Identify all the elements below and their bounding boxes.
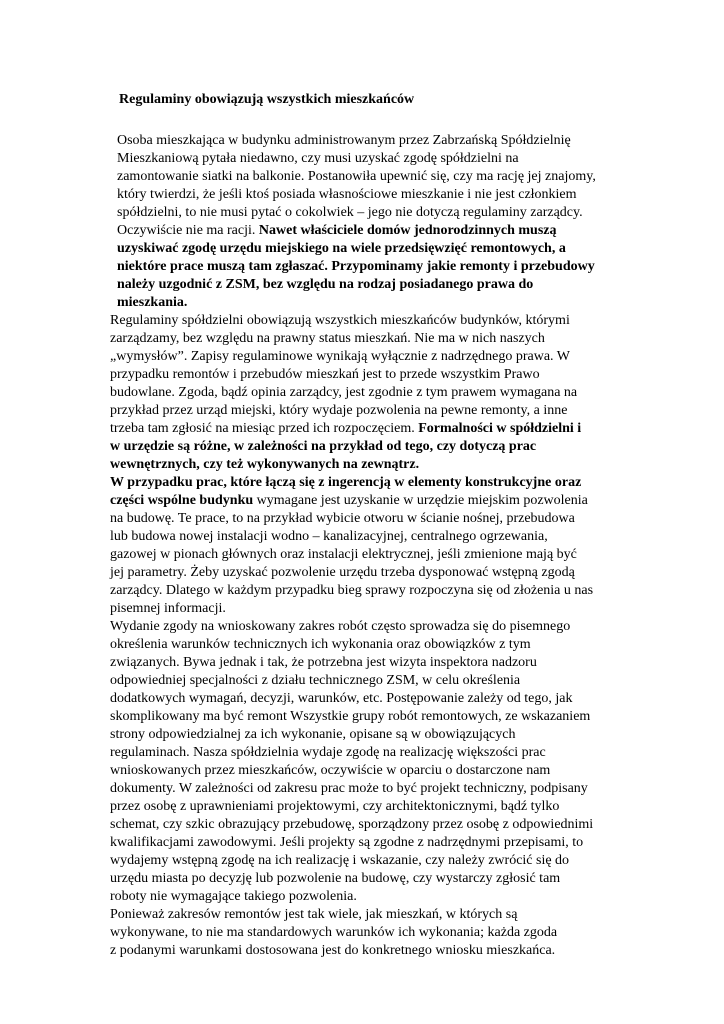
- bold-text-segment: W przypadku prac, które łączą się z ingerencją w elementy konstrukcyjne oraz: [110, 475, 582, 490]
- text-segment: trzeba tam zgłosić na miesiąc przed ich rozpoczęciem.: [110, 421, 419, 436]
- text-line: [110, 942, 640, 960]
- text-line: [110, 816, 640, 834]
- text-line: [110, 636, 640, 654]
- text-line: [110, 744, 640, 762]
- text-line: [110, 456, 640, 474]
- text-segment: roboty nie wymagające takiego pozwolenia.: [110, 889, 357, 904]
- text-line: [110, 132, 640, 150]
- text-segment: pisemnej informacji.: [110, 601, 226, 616]
- text-line: [110, 348, 640, 366]
- text-line: [110, 438, 640, 456]
- text-line: [110, 618, 640, 636]
- bold-text-segment: uzyskiwać zgodę urzędu miejskiego na wiele przedsięwzięć remontowych, a: [117, 241, 566, 256]
- text-segment: regulaminach. Nasza spółdzielnia wydaje zgodę na realizację większości prac: [110, 745, 546, 760]
- bold-text-segment: wewnętrznych, czy też wykonywanych na zewnątrz.: [110, 457, 420, 472]
- text-segment: gazowej w pionach głównych oraz instalacji elektrycznej, jeśli zmienione mają być: [110, 547, 577, 562]
- text-line: [110, 906, 640, 924]
- text-segment: kwalifikacjami zawodowymi. Jeśli projekty są zgodne z nadrzędnymi przepisami, to: [110, 835, 584, 850]
- text-segment: urzędu miasta po decyzję lub pozwolenie na budowę, czy wystarczy zgłosić tam: [110, 871, 561, 886]
- text-segment: wykonywane, to nie ma standardowych warunków ich wykonania; każda zgoda: [110, 925, 558, 940]
- text-line: [110, 366, 640, 384]
- text-line: [110, 780, 640, 798]
- bold-text-segment: należy uzgodnić z ZSM, bez względu na rodzaj posiadanego prawa do: [117, 277, 534, 292]
- text-segment: skomplikowany ma być remont Wszystkie grupy robót remontowych, ze wskazaniem: [110, 709, 591, 724]
- paragraph-gap: [110, 123, 640, 132]
- text-line: [110, 294, 640, 312]
- text-line: [110, 672, 640, 690]
- text-segment: przykład przez urząd miejski, który wydaje pozwolenia na pewne remonty, a inne: [110, 403, 568, 418]
- text-line: [110, 888, 640, 906]
- text-segment: przez osobę z uprawnieniami projektowymi, czy architektonicznymi, bądź tylko: [110, 799, 560, 814]
- text-line: [110, 204, 640, 222]
- bold-text-segment: mieszkania.: [117, 295, 188, 310]
- text-line: [110, 492, 640, 510]
- text-line: [110, 852, 640, 870]
- text-line: [110, 402, 640, 420]
- text-segment: zarządzamy, bez względu na prawny status mieszkań. Nie ma w nich naszych: [110, 331, 545, 346]
- text-line: [110, 240, 640, 258]
- text-line: [110, 564, 640, 582]
- text-line: [110, 420, 640, 438]
- text-segment: budowlane. Zgoda, bądź opinia zarządcy, jest zgodnie z tym prawem wymagana na: [110, 385, 578, 400]
- text-segment: wnioskowanych przez mieszkańców, oczywiście w oparciu o dostarczone nam: [110, 763, 551, 778]
- bold-text-segment: niektóre prace muszą tam zgłaszać. Przypominamy jakie remonty i przebudowy: [117, 259, 595, 274]
- text-segment: wydajemy wstępną zgodę na ich realizację i wskazanie, czy należy zwrócić się do: [110, 853, 570, 868]
- text-segment: wymagane jest uzyskanie w urzędzie miejskim pozwolenia: [253, 493, 588, 508]
- text-segment: lub budowa nowej instalacji wodno – kanalizacyjnej, centralnego ogrzewania,: [110, 529, 548, 544]
- text-line: [110, 168, 640, 186]
- text-line: [110, 150, 640, 168]
- text-line: [110, 384, 640, 402]
- text-line: [110, 798, 640, 816]
- text-line: [110, 762, 640, 780]
- text-segment: jej parametry. Żeby uzyskać pozwolenie urzędu trzeba dysponować wstępną zgodą: [110, 565, 575, 580]
- text-segment: związanych. Bywa jednak i tak, że potrzebna jest wizyta inspektora nadzoru: [110, 655, 537, 670]
- text-segment: dodatkowych wymagań, decyzji, warunków, etc. Postępowanie zależy od tego, jak: [110, 691, 573, 706]
- text-line: [110, 312, 640, 330]
- text-line: [110, 654, 640, 672]
- text-segment: zamontowanie siatki na balkonie. Postanowiła upewnić się, czy ma rację jej znajomy,: [117, 169, 596, 184]
- text-line: [110, 870, 640, 888]
- text-segment: „wymysłów”. Zapisy regulaminowe wynikają wyłącznie z nadrzędnego prawa. W: [110, 349, 571, 364]
- bold-text-segment: Nawet właściciele domów jednorodzinnych muszą: [258, 223, 557, 238]
- text-line: [110, 276, 640, 294]
- text-line: [110, 726, 640, 744]
- text-line: [110, 582, 640, 600]
- text-segment: schemat, czy szkic obrazujący przebudowę, sporządzony przez osobę z odpowiednimi: [110, 817, 594, 832]
- text-segment: który twierdzi, że jeśli ktoś posiada własnościowe mieszkanie i nie jest członkiem: [117, 187, 577, 202]
- bold-text-segment: Formalności w spółdzielni i: [418, 421, 582, 436]
- text-segment: Regulaminy spółdzielni obowiązują wszystkich mieszkańców budynków, którymi: [110, 313, 570, 328]
- text-segment: Wydanie zgody na wnioskowany zakres robót często sprowadza się do pisemnego: [110, 619, 571, 634]
- text-segment: przypadku remontów i przebudów mieszkań jest to przede wszystkim Prawo: [110, 367, 540, 382]
- text-line: [110, 924, 640, 942]
- text-line: [110, 510, 640, 528]
- bold-text-segment: części wspólne budynku: [110, 493, 254, 508]
- text-segment: na budowę. Te prace, to na przykład wybicie otworu w ścianie nośnej, przebudowa: [110, 511, 575, 526]
- document-body: [110, 123, 640, 960]
- text-segment: Osoba mieszkająca w budynku administrowanym przez Zabrzańską Spółdzielnię: [117, 133, 571, 148]
- text-line: [110, 222, 640, 240]
- text-line: [110, 258, 640, 276]
- text-segment: spółdzielni, to nie musi pytać o cokolwiek – jego nie dotyczą regulaminy zarządcy.: [117, 205, 583, 220]
- text-segment: Ponieważ zakresów remontów jest tak wiele, jak mieszkań, w których są: [110, 907, 518, 922]
- text-segment: określenia warunków technicznych ich wykonania oraz obowiązków z tym: [110, 637, 531, 652]
- text-line: [110, 600, 640, 618]
- text-line: [110, 708, 640, 726]
- document-title: Regulaminy obowiązują wszystkich mieszkańców: [119, 92, 415, 107]
- text-segment: strony odpowiedzialnej za ich wykonanie, opisane są w obowiązujących: [110, 727, 516, 742]
- text-segment: z podanymi warunkami dostosowana jest do konkretnego wniosku mieszkańca.: [110, 943, 556, 958]
- text-segment: dokumenty. W zależności od zakresu prac może to być projekt techniczny, podpisany: [110, 781, 588, 796]
- text-line: [110, 474, 640, 492]
- text-line: [110, 834, 640, 852]
- bold-text-segment: w urzędzie są różne, w zależności na przykład od tego, czy dotyczą prac: [110, 439, 537, 454]
- text-line: [110, 330, 640, 348]
- text-line: [110, 186, 640, 204]
- text-segment: Oczywiście nie ma racji.: [117, 223, 259, 238]
- text-segment: zarządcy. Dlatego w każdym przypadku bieg sprawy rozpoczyna się od złożenia u nas: [110, 583, 594, 598]
- text-line: [110, 528, 640, 546]
- text-line: [110, 690, 640, 708]
- text-segment: Mieszkaniową pytała niedawno, czy musi uzyskać zgodę spółdzielni na: [117, 151, 519, 166]
- text-line: [110, 546, 640, 564]
- text-segment: odpowiedniej specjalności z działu technicznego ZSM, w celu określenia: [110, 673, 521, 688]
